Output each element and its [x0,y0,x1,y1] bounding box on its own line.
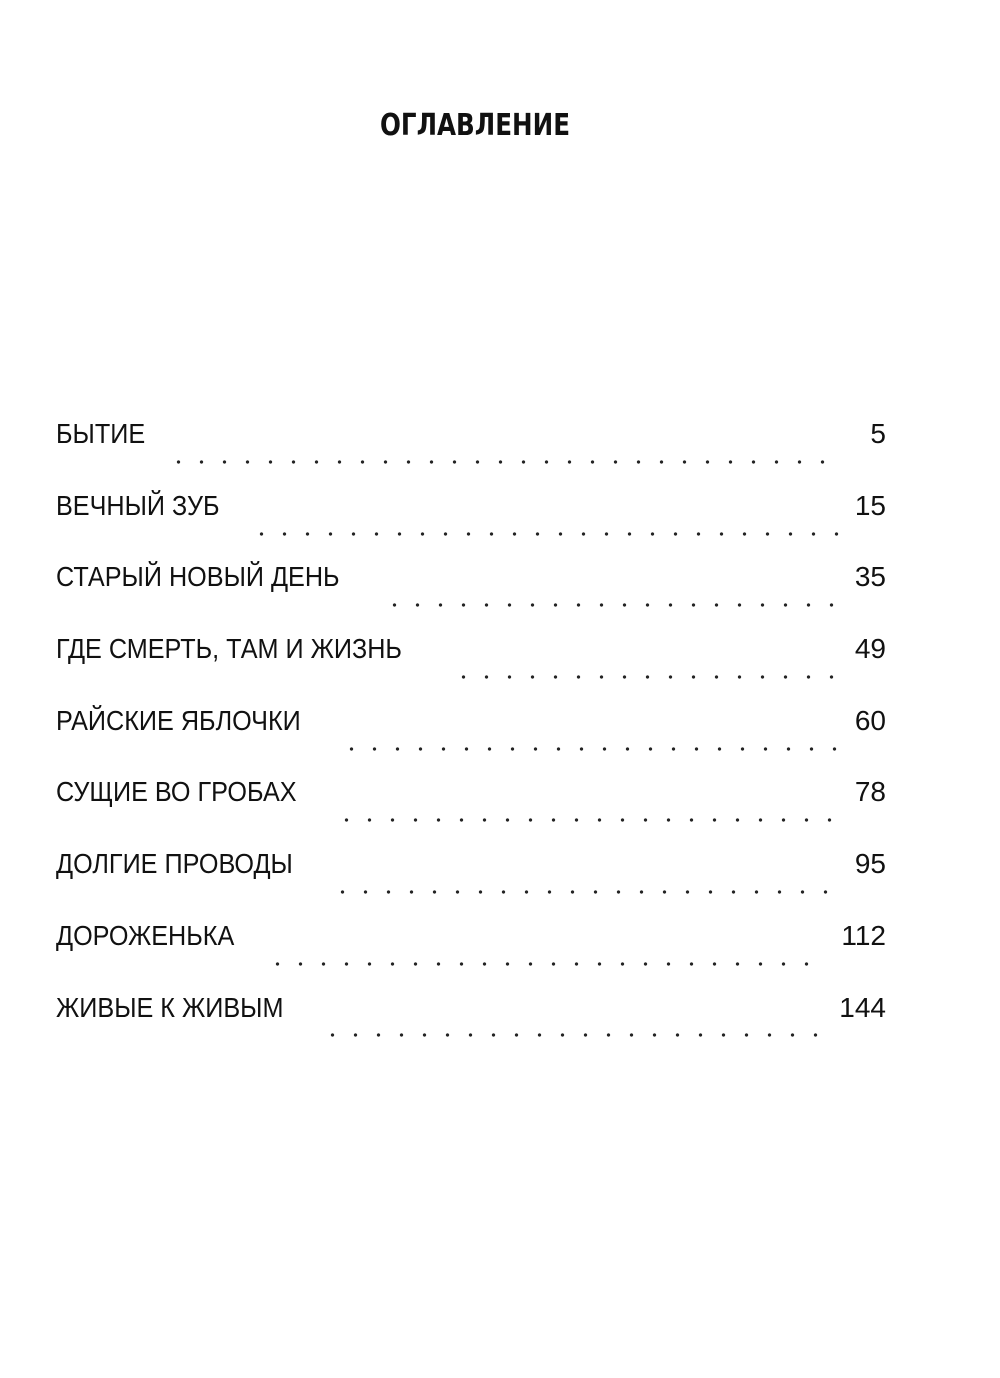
toc-entry-title: БЫТИЕ [56,418,146,449]
dot-leader [167,460,842,464]
toc-entry-title: СТАРЫЙ НОВЫЙ ДЕНЬ [56,561,340,593]
toc-entry-page: 95 [854,848,886,880]
toc-entry-title: ГДЕ СМЕРТЬ, ТАМ И ЖИЗНЬ [56,633,402,665]
toc-entry [56,992,886,1064]
dot-leader [250,532,841,536]
toc-entry-page: 49 [854,633,886,665]
toc-entry [56,848,886,920]
toc-entry [56,920,886,992]
toc-entry-title: ДОЛГИЕ ПРОВОДЫ [56,848,293,880]
toc-entry [56,776,886,848]
toc-entry [56,705,886,777]
dot-leader [331,890,841,894]
toc-entry-page: 15 [854,489,886,521]
toc-entry [56,561,886,633]
dot-leader [340,747,841,751]
toc-entry-page: 112 [841,919,886,951]
toc-entry-title: ВЕЧНЫЙ ЗУБ [56,489,220,521]
toc-entry [56,633,886,705]
toc-entry-title: ЖИВЫЕ К ЖИВЫМ [56,991,284,1023]
table-of-contents [56,418,886,1063]
toc-entry-title: ДОРОЖЕНЬКА [56,919,235,951]
toc-entry [56,490,886,562]
toc-entry-page: 35 [854,561,886,593]
dot-leader [452,675,840,679]
toc-entry-page: 144 [839,991,886,1023]
dot-leader [335,818,841,822]
toc-entry-page: 5 [870,418,886,449]
dot-leader [321,1033,826,1037]
toc-entry-title: РАЙСКИЕ ЯБЛОЧКИ [56,704,301,736]
page-title: ОГЛАВЛЕНИЕ [379,108,571,143]
dot-leader [266,962,827,966]
toc-entry-page: 60 [854,704,886,736]
toc-entry-title: СУЩИЕ ВО ГРОБАХ [56,776,297,808]
dot-leader [383,603,841,607]
toc-entry-page: 78 [854,776,886,808]
toc-entry [56,418,886,490]
